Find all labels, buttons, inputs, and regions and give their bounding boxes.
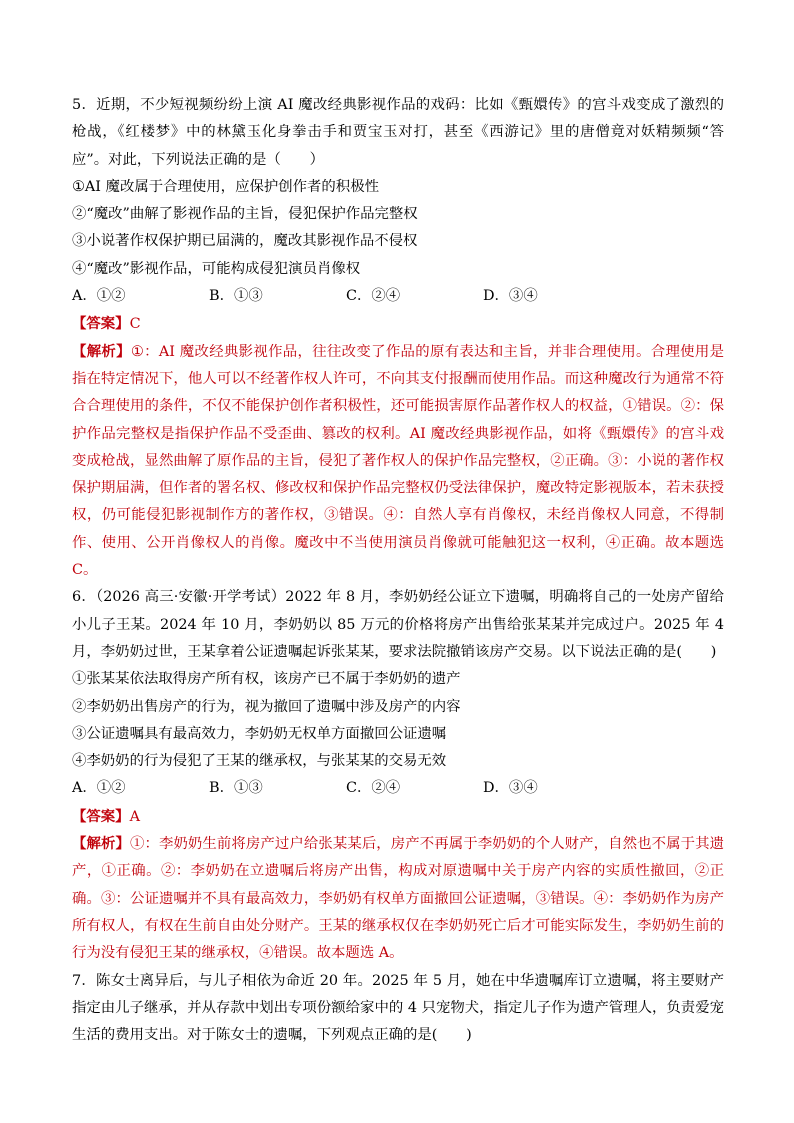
q6-item-1: ①张某某依法取得房产所有权，该房产已不属于李奶奶的遗产 [72, 671, 461, 688]
q5-option-d: D．③④ [483, 288, 538, 305]
q7-stem: 7．陈女士离异后，与儿子相依为命近 20 年。2025 年 5 月，她在中华遗嘱库订立遗嘱，将主要财产指定由儿子继承，并从存款中划出专项份额给家中的 4 只宠物犬，指定儿子作为遗产管理人，负责爱宠生活的费用支出。对于陈女士的遗嘱，下列观点正确的是( ) [72, 972, 724, 1044]
q5-analysis-text: ①：AI 魔改经典影视作品，往往改变了作品的原有表达和主旨，并非合理使用。合理使用是指在特定情况下，他人可以不经著作权人许可，不向其支付报酬而使用作品。而这种魔改行为通常不符合合理使用的条件，不仅不能保护创作者积极性，还可能损害原作品著作权人的权益，①错误。②：保护作品完整权是指保护作品不受歪曲、篡改的权利。AI 魔改经典影视作品，如将《甄嬛传》的宫斗戏变成枪战，显然曲解了原作品的主旨，侵犯了著作权人的保护作品完整权，②正确。③：小说的著作权保护期届满，但作者的署名权、修改权和保护作品完整权仍受法律保护，魔改特定影视版本，若未获授权，仍可能侵犯影视制作方的著作权，③错误。④：自然人享有肖像权，未经肖像权人同意，不得制作、使用、公开肖像权人的肖像。魔改中不当使用演员肖像就可能触犯这一权利，④正确。故本题选 C。 [72, 343, 724, 579]
q5-item-2: ②“魔改”曲解了影视作品的主旨，侵犯保护作品完整权 [72, 206, 418, 223]
q5-option-b: B．①③ [209, 288, 263, 305]
q5-answer-value: C [129, 316, 141, 333]
q5-item-4: ④“魔改”影视作品，可能构成侵犯演员肖像权 [72, 260, 361, 277]
q6-analysis [72, 830, 724, 967]
q5-stem: 5．近期，不少短视频纷纷上演 AI 魔改经典影视作品的戏码：比如《甄嬛传》的宫斗戏变成了激烈的枪战，《红楼梦》中的林黛玉化身拳击手和贾宝玉对打，甚至《西游记》里的唐僧竟对妖精频频“答应”。对此，下列说法正确的是（ ） [72, 97, 724, 168]
q6-answer [72, 803, 724, 830]
q5-answer [72, 310, 724, 337]
q6-answer-label: 【答案】 [72, 807, 130, 825]
q6-stem: 6．（2026 高三·安徽·开学考试）2022 年 8 月，李奶奶经公证立下遗嘱，明确将自己的一处房产留给小儿子王某。2024 年 10 月，李奶奶以 85 万元的价格将房产出售给张某某并完成过户。2025 年 4 月，李奶奶过世，王某拿着公证遗嘱起诉张某某，要求法院撤销该房产交易。以下说法正确的是( ) [72, 589, 724, 660]
q5-item-1: ①AI 魔改属于合理使用，应保护创作者的积极性 [72, 178, 379, 195]
q5-analysis [72, 338, 724, 585]
q6-analysis-label: 【解析】 [72, 835, 130, 853]
q6-option-b: B．①③ [209, 780, 263, 797]
q6-option-d: D．③④ [483, 780, 538, 797]
q6-item-4: ④李奶奶的行为侵犯了王某的继承权，与张某某的交易无效 [72, 753, 447, 770]
q6-option-c: C．②④ [346, 780, 401, 797]
document-body [72, 92, 724, 1049]
q6-options [72, 775, 724, 802]
q5-options [72, 283, 724, 310]
q5-answer-label: 【答案】 [72, 315, 130, 333]
q5-option-c: C．②④ [346, 288, 401, 305]
q6-option-a: A．①② [72, 780, 126, 797]
q6-item-3: ③公证遗嘱具有最高效力，李奶奶无权单方面撤回公证遗嘱 [72, 725, 447, 742]
q6-answer-value: A [129, 808, 140, 825]
q5-analysis-label: 【解析】 [72, 342, 131, 360]
q6-item-2: ②李奶奶出售房产的行为，视为撤回了遗嘱中涉及房产的内容 [72, 698, 461, 715]
q5-option-a: A．①② [72, 288, 126, 305]
q6-analysis-text: ①：李奶奶生前将房产过户给张某某后，房产不再属于李奶奶的个人财产，自然也不属于其遗产，①正确。②：李奶奶在立遗嘱后将房产出售，构成对原遗嘱中关于房产内容的实质性撤回，②正确。③：公证遗嘱并不具有最高效力，李奶奶有权单方面撤回公证遗嘱，③错误。④：李奶奶作为房产所有权人，有权在生前自由处分财产。王某的继承权仅在李奶奶死亡后才可能实际发生，李奶奶生前的行为没有侵犯王某的继承权，④错误。故本题选 A。 [72, 836, 724, 962]
q5-item-3: ③小说著作权保护期已届满的，魔改其影视作品不侵权 [72, 233, 418, 250]
